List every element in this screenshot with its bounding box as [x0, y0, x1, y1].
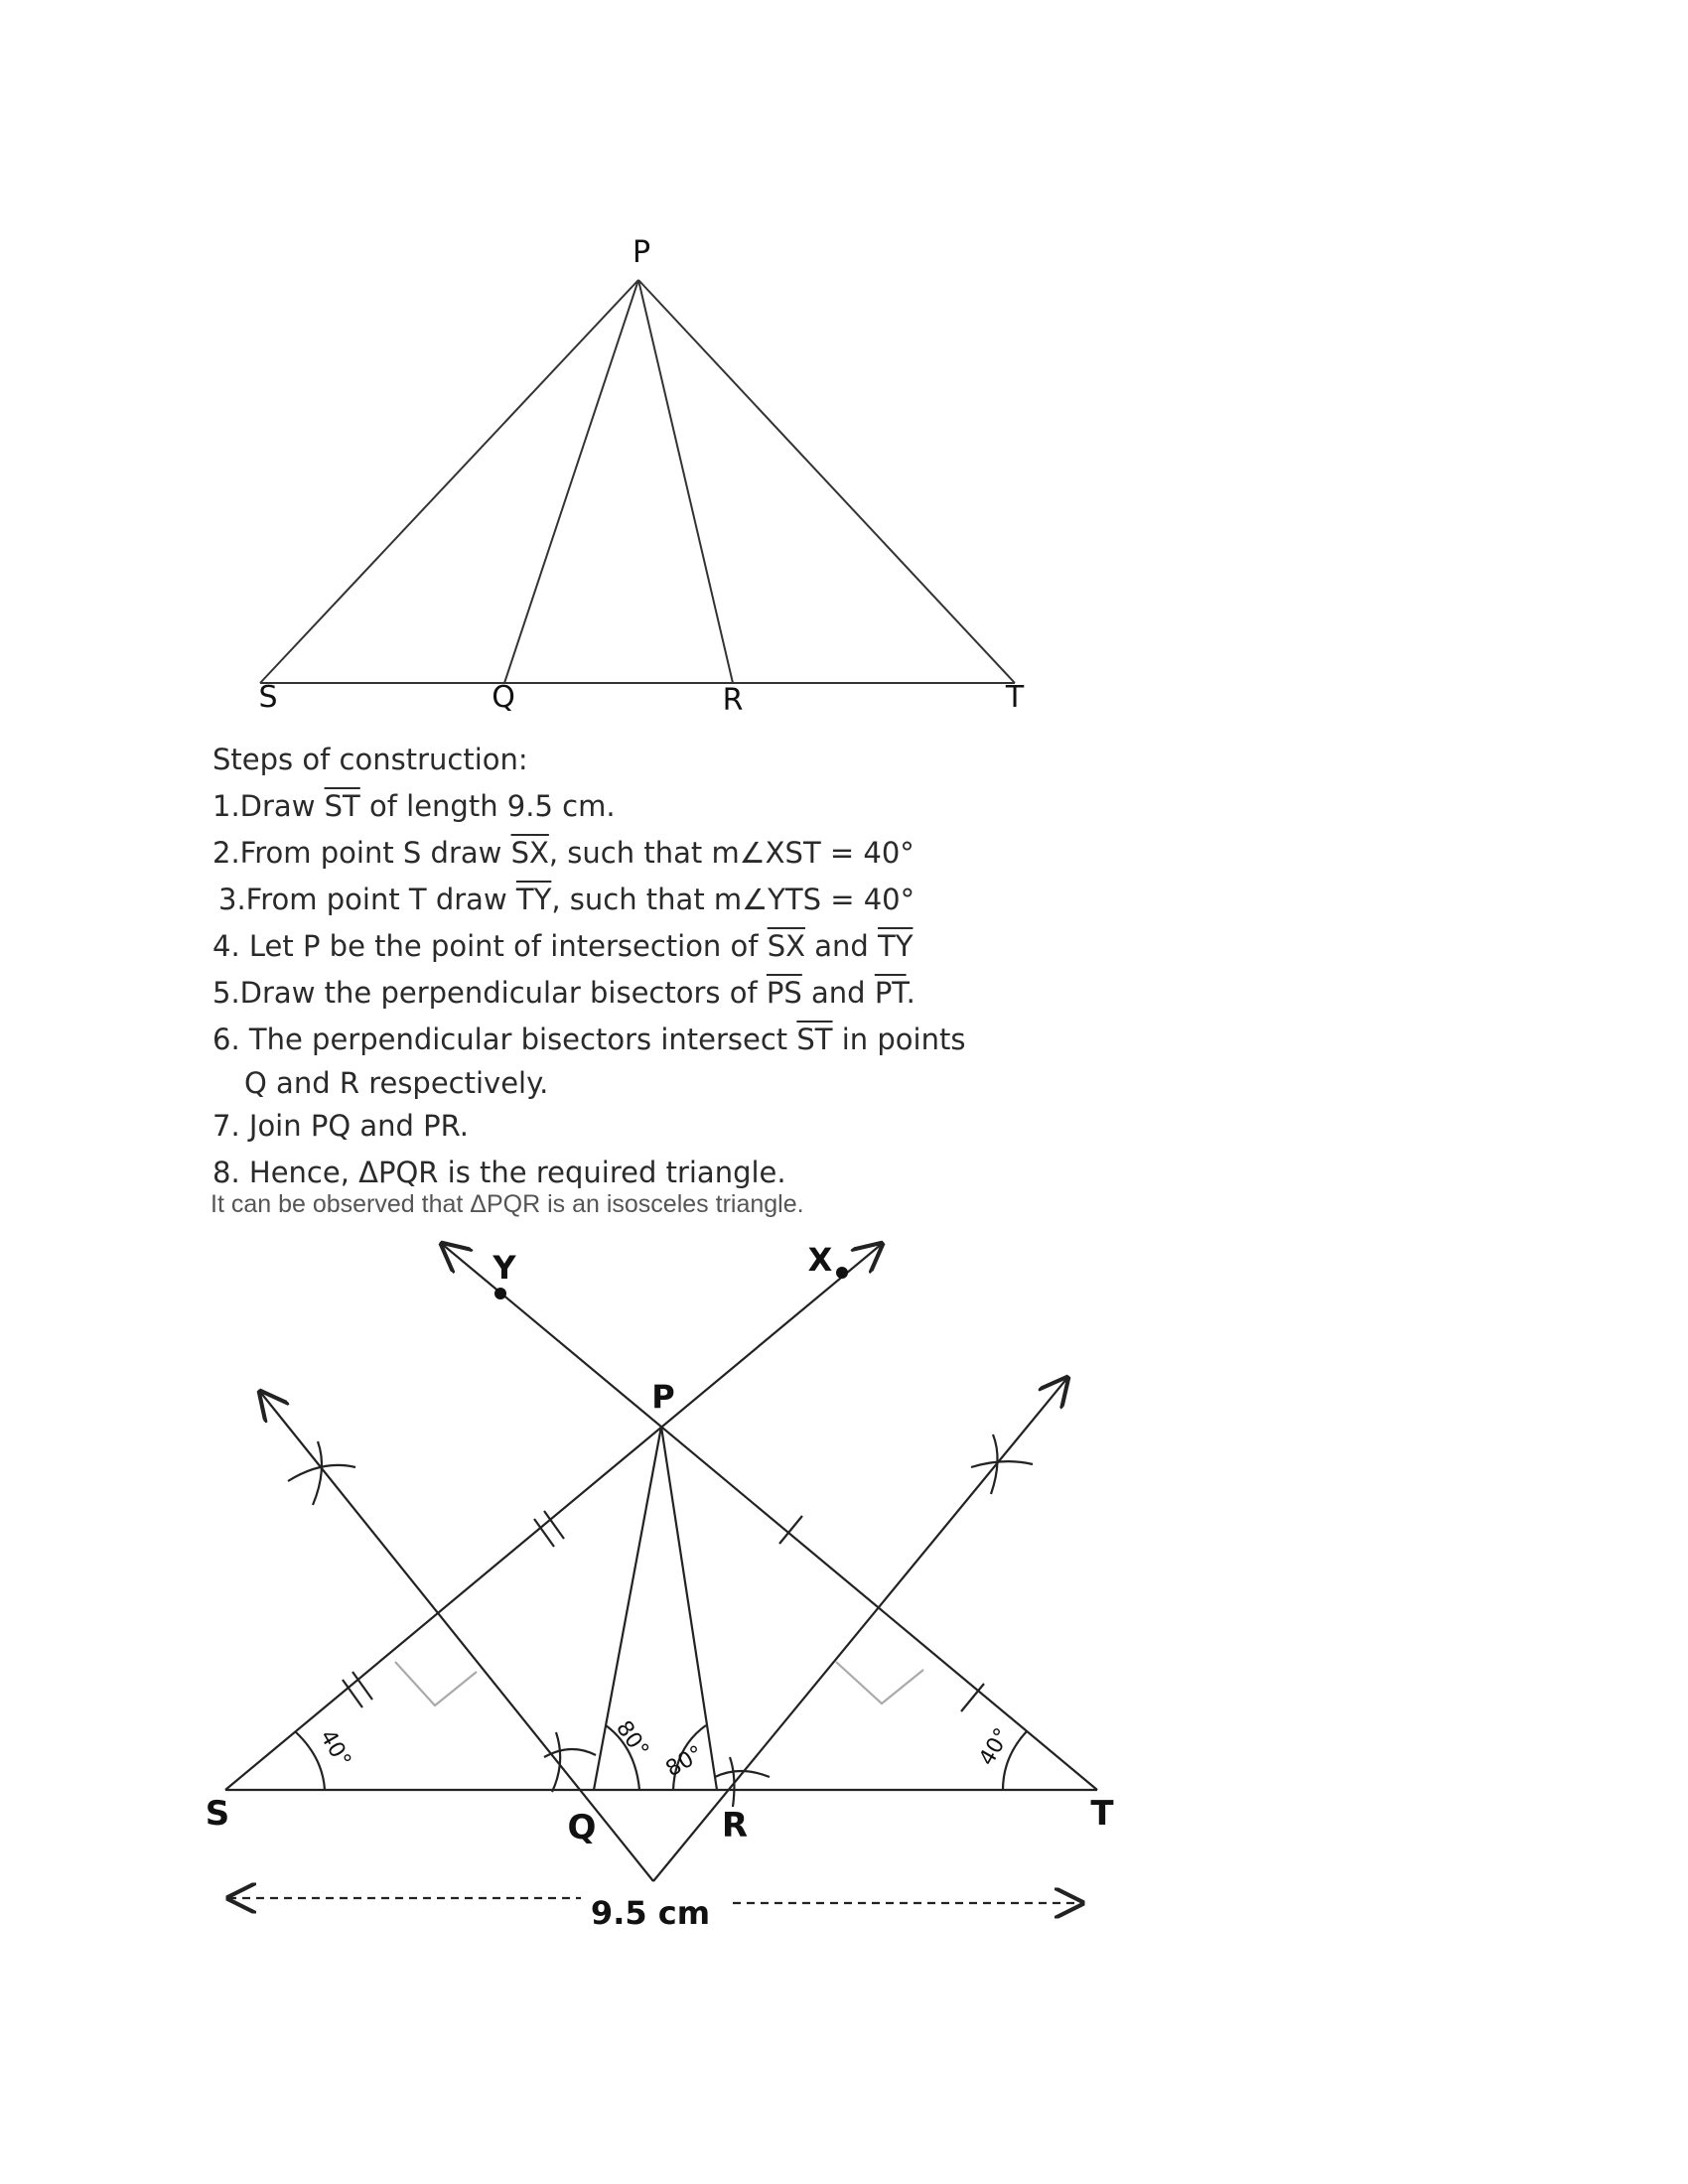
step-3-text-end: , such that m∠YTS = 40°: [551, 883, 915, 916]
step-1-segment: $\overline{ST}$: [324, 789, 360, 823]
label-p: P: [632, 235, 651, 270]
step-5-text: 5.Draw the perpendicular bisectors of: [212, 976, 767, 1010]
angle-label-r: 80°: [661, 1741, 708, 1783]
label-s: S: [258, 680, 278, 715]
right-angle-mark: [395, 1662, 477, 1706]
arc-mark: [552, 1732, 560, 1792]
segment-pr: [661, 1427, 717, 1790]
label-x: X: [807, 1241, 833, 1279]
step-5-period: .: [906, 976, 915, 1010]
step-2-text-end: , such that m∠XST = 40°: [548, 836, 914, 870]
step-1-text: 1.Draw: [212, 789, 325, 823]
point-x: [836, 1267, 848, 1279]
label-r: R: [721, 1806, 749, 1845]
step-2-ray: $\overline{SX}$: [510, 836, 549, 870]
dimension-label: 9.5 cm: [590, 1894, 711, 1932]
label-r: R: [722, 683, 744, 718]
arc-mark: [991, 1434, 998, 1494]
label-p: P: [651, 1378, 675, 1416]
step-6-continued: Q and R respectively.: [244, 1066, 549, 1100]
step-3-text: 3.From point T draw: [218, 883, 516, 916]
tick-mark: [961, 1684, 984, 1711]
label-q: Q: [492, 680, 515, 715]
steps-heading: Steps of construction:: [212, 743, 528, 776]
arc-mark: [730, 1757, 734, 1807]
step-3-ray: $\overline{TY}$: [515, 883, 552, 916]
step-6-text: 6. The perpendicular bisectors intersect: [212, 1023, 797, 1056]
step-1-text-end: of length 9.5 cm.: [359, 789, 616, 823]
step-5-segment-pt: $\overline{PT}$: [874, 976, 907, 1010]
angle-label-t: 40°: [974, 1723, 1016, 1770]
arc-mark: [971, 1461, 1033, 1467]
ray-sx: [225, 1244, 882, 1790]
step-7: 7. Join PQ and PR.: [212, 1109, 469, 1143]
step-4-text: 4. Let P be the point of intersection of: [212, 929, 768, 963]
label-t: T: [1090, 1794, 1114, 1834]
step-5-segment-ps: $\overline{PS}$: [766, 976, 802, 1010]
label-t: T: [1005, 680, 1025, 715]
right-angle-mark: [836, 1662, 923, 1704]
label-s: S: [205, 1794, 230, 1834]
tick-mark: [534, 1519, 554, 1547]
step-2-text: 2.From point S draw: [212, 836, 511, 870]
bisector-pt: [653, 1378, 1067, 1881]
angle-label-s: 40°: [314, 1725, 355, 1772]
angle-label-q: 80°: [611, 1716, 653, 1763]
label-y: Y: [492, 1249, 516, 1287]
ray-ty: [442, 1244, 1097, 1790]
tick-mark: [779, 1516, 802, 1544]
point-y: [494, 1288, 506, 1299]
step-4-ray-ty: $\overline{TY}$: [877, 929, 914, 963]
step-4-and: and: [804, 929, 878, 963]
step-6-segment: $\overline{ST}$: [796, 1023, 833, 1056]
step-4-ray-sx: $\overline{SX}$: [767, 929, 805, 963]
arc-mark: [313, 1441, 322, 1505]
label-q: Q: [567, 1808, 597, 1847]
step-6-text-end: in points: [832, 1023, 966, 1056]
step-5-and: and: [801, 976, 875, 1010]
step-8: 8. Hence, ΔPQR is the required triangle.: [212, 1156, 786, 1189]
observation-note: It can be observed that ΔPQR is an isosceles triangle.: [211, 1190, 804, 1218]
